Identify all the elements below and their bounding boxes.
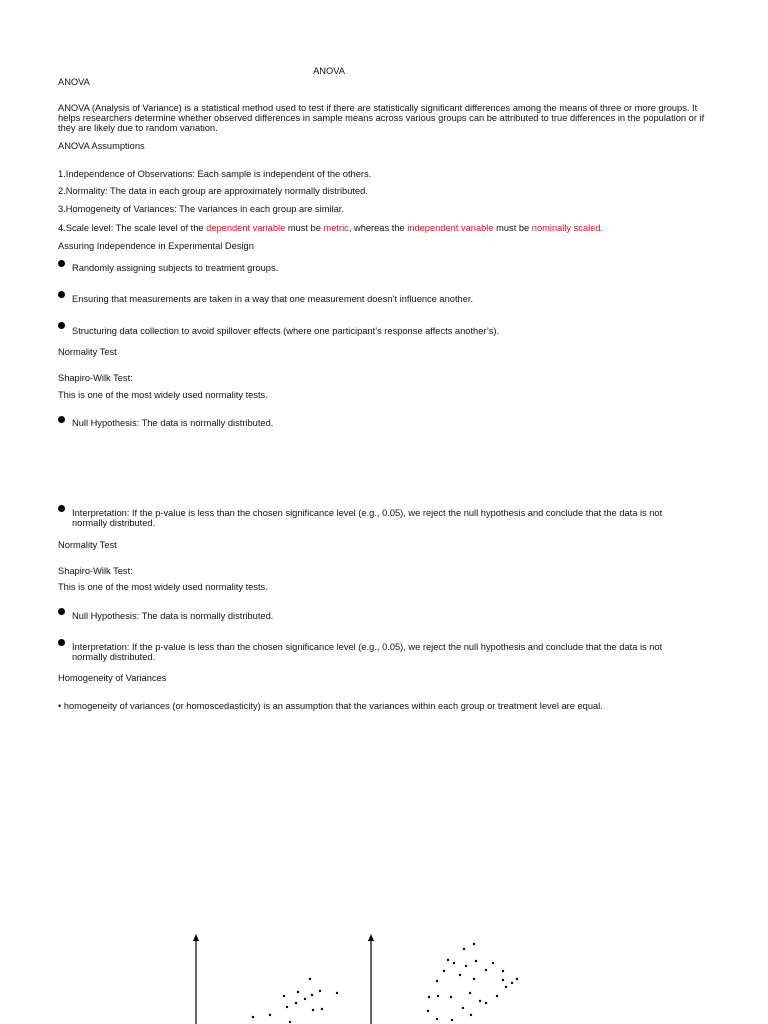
- scatter-dot: [309, 978, 311, 980]
- scatter-dot: [485, 969, 487, 971]
- scatter-dot: [516, 978, 518, 980]
- scatter-dot: [304, 998, 306, 1000]
- scatter-dot: [511, 982, 513, 984]
- left-scatter-points: [252, 978, 338, 1023]
- scatter-dot: [462, 1007, 464, 1009]
- scatter-dot: [447, 959, 449, 961]
- scatter-dot: [475, 960, 477, 962]
- section-heading-anova: ANOVA: [58, 77, 90, 87]
- scatter-dot: [470, 1014, 472, 1016]
- scatter-dot: [459, 974, 461, 976]
- scatter-dot: [463, 948, 465, 950]
- list-item: Structuring data collection to avoid spillover effects (where one participant’s response affects another’s).: [72, 326, 500, 336]
- scatter-dot: [336, 992, 338, 994]
- scatter-dot: [283, 995, 285, 997]
- scatter-dot: [269, 1014, 271, 1016]
- assumptions-heading: ANOVA Assumptions: [58, 141, 145, 151]
- interpretation: Interpretation: If the p-value is less than the chosen significance level (e.g., 0.05), we reject the null hypothesis and conclude that the data is not normally distributed.: [72, 508, 663, 528]
- null-hypothesis-repeat: Null Hypothesis: The data is normally distributed.: [72, 611, 274, 621]
- bullet-icon: [58, 639, 65, 646]
- nominally-scaled-highlight: nominally scaled: [531, 223, 601, 233]
- scatter-dot: [312, 1009, 314, 1011]
- normality-heading-repeat: Normality Test: [58, 540, 117, 550]
- scatter-dot: [496, 995, 498, 997]
- right-scatter-points: [427, 943, 518, 1021]
- scatter-dot: [502, 970, 504, 972]
- bullet-icon: [58, 416, 65, 423]
- scatter-dot: [473, 943, 475, 945]
- bullet-icon: [58, 291, 65, 298]
- assumption-4: 4.Scale level: The scale level of the dependent variable must be metric, whereas the independent variable must be nominally scaled.: [58, 223, 604, 233]
- scatter-dot: [469, 992, 471, 994]
- null-hypothesis: Null Hypothesis: The data is normally distributed.: [72, 418, 274, 428]
- left-axis-arrow: [193, 934, 199, 1024]
- assumption-2: 2.Normality: The data in each group are approximately normally distributed.: [58, 186, 368, 196]
- independence-heading: Assuring Independence in Experimental Design: [58, 241, 254, 251]
- bullet-icon: [58, 260, 65, 267]
- scatter-dot: [286, 1006, 288, 1008]
- scatter-dot: [443, 970, 445, 972]
- scatter-dot: [453, 962, 455, 964]
- metric-highlight: metric: [323, 223, 349, 233]
- scatter-dot: [479, 1000, 481, 1002]
- homogeneity-bullet: • homogeneity of variances (or homoscedasticity) is an assumption that the variances within each group or treatment level are equal.: [58, 701, 603, 711]
- interpretation-repeat: Interpretation: If the p-value is less than the chosen significance level (e.g., 0.05), we reject the null hypothesis and conclude that the data is not normally distributed.: [72, 642, 663, 662]
- scatter-dot: [321, 1008, 323, 1010]
- dependent-variable-highlight: dependent variable: [206, 223, 286, 233]
- scatter-dot: [311, 994, 313, 996]
- normality-heading: Normality Test: [58, 347, 117, 357]
- intro-paragraph: ANOVA (Analysis of Variance) is a statistical method used to test if there are statistically significant differences among the means of three or more groups. It helps researchers determine whether observed differences in sample means across various groups can be attributed to true differences in the population or if they are likely due to random variation.: [58, 103, 705, 133]
- scatter-dot: [451, 1019, 453, 1021]
- scatter-dot: [319, 990, 321, 992]
- scatter-dot: [428, 996, 430, 998]
- scatter-dot: [295, 1002, 297, 1004]
- scatter-dot: [465, 965, 467, 967]
- scatter-dot: [297, 991, 299, 993]
- scatter-dot: [492, 962, 494, 964]
- scatter-dot: [252, 1016, 254, 1018]
- scatter-dot: [427, 1010, 429, 1012]
- shapiro-description: This is one of the most widely used normality tests.: [58, 390, 268, 400]
- bullet-icon: [58, 322, 65, 329]
- list-item: Ensuring that measurements are taken in a way that one measurement doesn’t influence another.: [72, 294, 474, 304]
- page-title: ANOVA: [313, 66, 345, 76]
- list-item: Randomly assigning subjects to treatment groups.: [72, 263, 279, 273]
- assumption-1: 1.Independence of Observations: Each sample is independent of the others.: [58, 169, 372, 179]
- scatter-dot: [436, 980, 438, 982]
- scatter-dot: [289, 1021, 291, 1023]
- scatter-dot: [505, 986, 507, 988]
- shapiro-heading: Shapiro-Wilk Test:: [58, 373, 133, 383]
- scatter-illustration: [0, 925, 768, 1024]
- independent-variable-highlight: independent variable: [407, 223, 494, 233]
- scatter-dot: [485, 1002, 487, 1004]
- scatter-dot: [437, 995, 439, 997]
- homogeneity-heading: Homogeneity of Variances: [58, 673, 167, 683]
- bullet-icon: [58, 505, 65, 512]
- right-axis-arrow: [368, 934, 374, 1024]
- scatter-dot: [450, 996, 452, 998]
- shapiro-heading-repeat: Shapiro-Wilk Test:: [58, 566, 133, 576]
- scatter-dot: [502, 979, 504, 981]
- assumption-3: 3.Homogeneity of Variances: The variances in each group are similar.: [58, 204, 344, 214]
- bullet-icon: [58, 608, 65, 615]
- scatter-dot: [436, 1018, 438, 1020]
- scatter-dot: [473, 978, 475, 980]
- shapiro-description-repeat: This is one of the most widely used normality tests.: [58, 582, 268, 592]
